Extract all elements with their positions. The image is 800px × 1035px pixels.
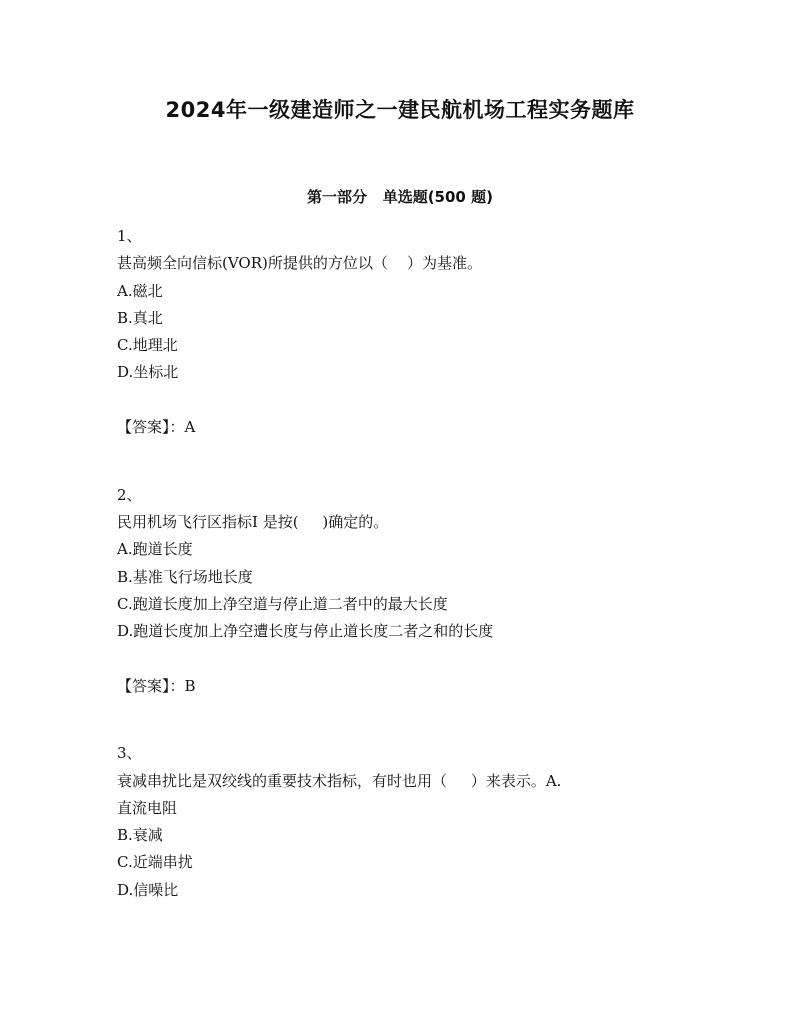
option-c: C.地理北	[117, 336, 178, 354]
question-number: 3、	[117, 744, 142, 762]
option-b: B.真北	[117, 309, 163, 327]
answer-line: 【答案】：B	[117, 677, 196, 695]
option-d: D.跑道长度加上净空遭长度与停止道长度二者之和的长度	[117, 622, 494, 640]
option-d: D.信噪比	[117, 881, 179, 899]
answer-line: 【答案】：A	[117, 418, 196, 436]
question-stem: 民用机场飞行区指标Ⅰ 是按( )确定的。	[117, 513, 389, 531]
option-d: D.坐标北	[117, 363, 179, 381]
option-a: A.磁北	[117, 282, 163, 300]
section-heading: 第一部分 单选题(500 题)	[307, 188, 493, 206]
question-stem: 衰减串扰比是双绞线的重要技术指标，有时也用（ ）来表示。A.	[117, 772, 562, 790]
question-stem: 甚高频全向信标(VOR)所提供的方位以（ ）为基准。	[117, 254, 482, 272]
option-b: B.衰减	[117, 826, 163, 844]
question-stem-continued: 直流电阻	[117, 799, 178, 817]
option-c: C.近端串扰	[117, 853, 193, 871]
question-number: 2、	[117, 486, 142, 504]
question-number: 1、	[117, 227, 142, 245]
option-b: B.基准飞行场地长度	[117, 568, 253, 586]
document-title: 2024年一级建造师之一建民航机场工程实务题库	[165, 98, 635, 122]
option-a: A.跑道长度	[117, 540, 193, 558]
option-c: C.跑道长度加上净空道与停止道二者中的最大长度	[117, 595, 448, 613]
